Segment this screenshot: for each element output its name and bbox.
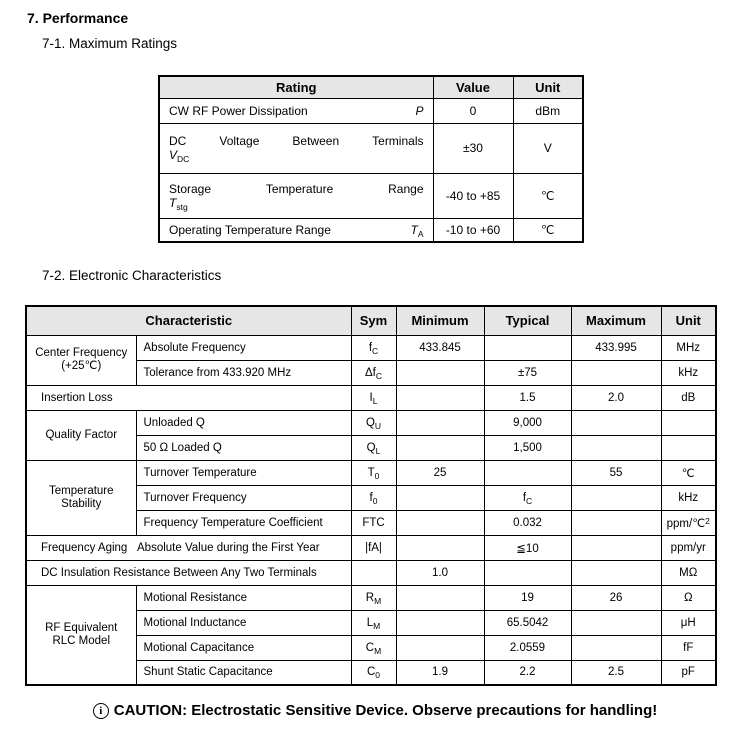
sym-cell [351, 360, 396, 385]
unit-cell: μH [661, 610, 716, 635]
table-row [26, 460, 716, 485]
symbol-base: f [368, 341, 373, 354]
min-cell [396, 410, 484, 435]
characteristic-cell: Frequency Temperature Coefficient [136, 510, 351, 535]
header-characteristic: Characteristic [26, 306, 351, 335]
characteristic-cell: Motional Resistance [136, 585, 351, 610]
value-cell: ±30 [433, 123, 513, 173]
characteristic-cell: Unloaded Q [136, 410, 351, 435]
group-label-line: Center Frequency [35, 347, 128, 359]
characteristic-cell-frequency-aging [26, 535, 351, 560]
caution-text: CAUTION: Electrostatic Sensitive Device. Observe precautions for handling! [113, 702, 658, 719]
sym-cell [351, 560, 396, 585]
max-cell [571, 560, 661, 585]
table-row [159, 123, 583, 173]
group-cell-center-frequency [26, 335, 136, 385]
max-cell [571, 360, 661, 385]
header-typical: Typical [484, 306, 571, 335]
min-cell [396, 385, 484, 410]
max-cell: 433.995 [571, 335, 661, 360]
sym-cell [351, 460, 396, 485]
rating-word: Storage [169, 181, 212, 196]
unit-cell: dBm [513, 98, 583, 123]
group-label-line: Temperature [48, 484, 114, 497]
sym-cell [351, 485, 396, 510]
rating-cell [159, 173, 433, 218]
characteristic-cell: 50 Ω Loaded Q [136, 435, 351, 460]
rating-label [160, 134, 433, 148]
symbol-subscript: C [375, 370, 383, 381]
symbol-subscript: 0 [374, 470, 380, 481]
max-cell [571, 410, 661, 435]
symbol-base: I [369, 391, 373, 404]
symbol-base: T [410, 222, 418, 237]
min-cell [396, 635, 484, 660]
symbol-subscript: DC [177, 154, 190, 164]
header-unit: Unit [513, 76, 583, 98]
group-cell-rf-equivalent [26, 585, 136, 685]
header-minimum: Minimum [396, 306, 484, 335]
rating-word: Range [388, 181, 424, 196]
min-cell: 433.845 [396, 335, 484, 360]
typ-cell: 19 [484, 585, 571, 610]
characteristic-cell: Absolute Frequency [136, 335, 351, 360]
symbol-subscript: M [374, 645, 382, 656]
typ-cell: 1,500 [484, 435, 571, 460]
min-cell: 25 [396, 460, 484, 485]
min-cell: 1.9 [396, 660, 484, 685]
min-cell [396, 510, 484, 535]
max-cell [571, 485, 661, 510]
sym-cell: |fA| [351, 535, 396, 560]
electronic-characteristics-table [25, 305, 717, 686]
table-row [26, 385, 716, 410]
symbol-subscript: L [375, 445, 381, 456]
min-cell [396, 360, 484, 385]
characteristic-cell: Motional Inductance [136, 610, 351, 635]
unit-cell: ppm/yr [661, 535, 716, 560]
typ-cell: 9,000 [484, 410, 571, 435]
max-cell: 26 [571, 585, 661, 610]
group-cell-temperature-stability [26, 460, 136, 535]
rating-symbol: P [415, 103, 424, 118]
table-header-row [26, 306, 716, 335]
characteristic-cell-insertion-loss: Insertion Loss [26, 385, 351, 410]
typ-cell [484, 560, 571, 585]
characteristic-label: Absolute Value during the First Year [137, 541, 320, 554]
max-cell [571, 610, 661, 635]
symbol-subscript: A [417, 228, 424, 239]
symbol-base: C [365, 641, 375, 654]
caution-note [0, 702, 750, 719]
rating-label [160, 182, 433, 196]
rating-symbol [160, 196, 433, 210]
header-maximum: Maximum [571, 306, 661, 335]
symbol-base: T [169, 195, 177, 210]
group-label: Frequency Aging [41, 541, 128, 554]
typical-symbol-subscript: C [526, 495, 533, 506]
symbol-subscript: M [374, 595, 382, 606]
value-cell: -10 to +60 [433, 218, 513, 242]
typ-cell: 0.032 [484, 510, 571, 535]
rating-word: DC [169, 134, 187, 148]
table-row [159, 218, 583, 242]
symbol-subscript: stg [176, 201, 188, 212]
page-title: 7. Performance [27, 10, 129, 26]
rating-word: Between [292, 134, 340, 148]
typ-cell: ≦10 [484, 535, 571, 560]
unit-cell: V [513, 123, 583, 173]
maximum-ratings-table [158, 75, 584, 243]
sym-cell [351, 660, 396, 685]
group-cell-quality-factor: Quality Factor [26, 410, 136, 460]
symbol-subscript: L [372, 395, 378, 406]
sym-cell [351, 635, 396, 660]
unit-cell: fF [661, 635, 716, 660]
symbol-subscript: U [374, 420, 382, 431]
max-cell: 2.0 [571, 385, 661, 410]
typ-cell: 2.0559 [484, 635, 571, 660]
unit-cell: kHz [661, 485, 716, 510]
rating-word: Terminals [372, 134, 424, 148]
typ-cell [484, 335, 571, 360]
max-cell [571, 435, 661, 460]
rating-cell [159, 123, 433, 173]
header-unit: Unit [661, 306, 716, 335]
typ-cell: 2.2 [484, 660, 571, 685]
symbol-subscript: C [372, 345, 379, 356]
group-label-line: Stability [61, 497, 102, 510]
typ-cell: ±75 [484, 360, 571, 385]
rating-word: Voltage [219, 134, 260, 148]
table-row [26, 410, 716, 435]
min-cell [396, 585, 484, 610]
typical-symbol-base: f [522, 491, 527, 504]
group-label-line: (+25℃) [61, 360, 102, 372]
value-cell: -40 to +85 [433, 173, 513, 218]
unit-cell [661, 510, 716, 535]
max-cell [571, 635, 661, 660]
unit-cell [661, 435, 716, 460]
group-label-line: RF Equivalent [45, 621, 118, 634]
symbol-subscript: M [373, 620, 381, 631]
symbol-base: Δf [364, 366, 376, 379]
unit-cell: MHz [661, 335, 716, 360]
rating-word: Temperature [265, 181, 334, 196]
unit-cell [661, 410, 716, 435]
symbol-base: L [366, 616, 374, 629]
sym-cell [351, 585, 396, 610]
characteristic-cell: Tolerance from 433.920 MHz [136, 360, 351, 385]
section-heading-electronic-characteristics: 7-2. Electronic Characteristics [42, 268, 222, 283]
max-cell: 2.5 [571, 660, 661, 685]
symbol-base: R [365, 591, 375, 604]
unit-cell: dB [661, 385, 716, 410]
rating-cell [159, 218, 433, 242]
max-cell [571, 535, 661, 560]
header-rating: Rating [159, 76, 433, 98]
header-value: Value [433, 76, 513, 98]
characteristic-cell: Turnover Frequency [136, 485, 351, 510]
section-heading-maximum-ratings: 7-1. Maximum Ratings [42, 36, 178, 51]
sym-cell: FTC [351, 510, 396, 535]
table-header-row [159, 76, 583, 98]
max-cell: 55 [571, 460, 661, 485]
unit-cell: kHz [661, 360, 716, 385]
table-row [159, 173, 583, 218]
symbol-subscript: 0 [372, 495, 378, 506]
table-row [26, 585, 716, 610]
sym-cell [351, 610, 396, 635]
info-circle-icon: i [93, 703, 109, 719]
max-cell [571, 510, 661, 535]
characteristic-cell: Turnover Temperature [136, 460, 351, 485]
symbol-base: V [169, 148, 178, 162]
rating-label: Operating Temperature Range [169, 222, 331, 237]
unit-cell: ℃ [513, 218, 583, 242]
characteristic-cell: Motional Capacitance [136, 635, 351, 660]
min-cell [396, 435, 484, 460]
sym-cell [351, 410, 396, 435]
table-row [26, 335, 716, 360]
min-cell [396, 485, 484, 510]
symbol-base: Q [365, 416, 375, 429]
min-cell [396, 535, 484, 560]
unit-cell: ℃ [661, 460, 716, 485]
symbol-subscript: 0 [375, 670, 381, 681]
sym-cell [351, 335, 396, 360]
sym-cell [351, 435, 396, 460]
table-row [26, 560, 716, 585]
typ-cell [484, 460, 571, 485]
symbol-base: f [369, 491, 373, 504]
symbol-base: C [366, 666, 376, 679]
rating-symbol [160, 148, 433, 162]
rating-symbol [410, 223, 423, 237]
value-cell: 0 [433, 98, 513, 123]
typ-cell [484, 485, 571, 510]
unit-cell: Ω [661, 585, 716, 610]
rating-label: CW RF Power Dissipation [169, 103, 308, 118]
rating-cell [159, 98, 433, 123]
unit-cell: pF [661, 660, 716, 685]
typ-cell: 1.5 [484, 385, 571, 410]
header-sym: Sym [351, 306, 396, 335]
min-cell [396, 610, 484, 635]
table-row [159, 98, 583, 123]
typ-cell: 65.5042 [484, 610, 571, 635]
symbol-base: T [367, 466, 375, 479]
unit-superscript: 2 [705, 515, 710, 526]
unit-cell: ℃ [513, 173, 583, 218]
table-row [26, 535, 716, 560]
min-cell: 1.0 [396, 560, 484, 585]
symbol-base: Q [366, 441, 376, 454]
sym-cell [351, 385, 396, 410]
group-label-line: RLC Model [52, 634, 111, 647]
characteristic-cell: Shunt Static Capacitance [136, 660, 351, 685]
characteristic-cell-dc-insulation: DC Insulation Resistance Between Any Two Terminals [26, 560, 351, 585]
unit-base: ppm/℃ [666, 517, 706, 530]
unit-cell: MΩ [661, 560, 716, 585]
